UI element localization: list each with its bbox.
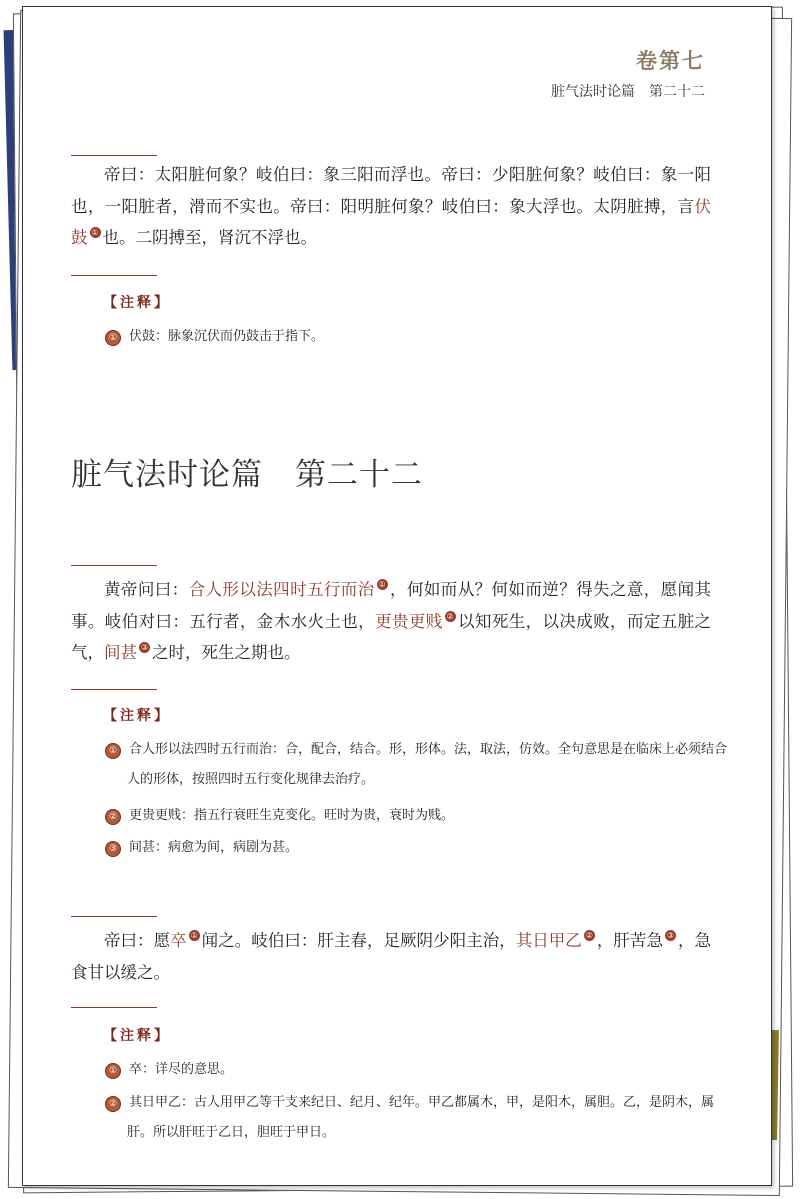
footnote-marker: ③ bbox=[140, 643, 149, 652]
term-highlight: 其日甲乙 bbox=[515, 931, 582, 950]
section-title: 脏气法时论篇 第二十二 bbox=[71, 457, 423, 493]
note-item: ① 合人形以法四时五行而治：合，配合，结合。形，形体。法，取法，仿效。全句意思是在临床上必须结合人的形体，按照四时五行变化规律去治疗。 bbox=[105, 735, 735, 795]
divider-rule bbox=[71, 155, 157, 156]
note-number: ① bbox=[105, 330, 121, 346]
note-number: ① bbox=[105, 1063, 121, 1079]
term-highlight: 卒 bbox=[170, 931, 187, 950]
divider-rule bbox=[71, 565, 157, 566]
chapter-title: 卷第七 bbox=[636, 48, 705, 73]
footnote-marker: ① bbox=[91, 228, 99, 237]
note-item: ② 更贵更贱：指五行衰旺生克变化。旺时为贵，衰时为贱。 bbox=[105, 801, 735, 831]
term-highlight: 间甚 bbox=[104, 643, 137, 662]
notes-heading: 【注释】 bbox=[103, 295, 171, 311]
footnote-marker: ① bbox=[190, 931, 198, 940]
notes-heading: 【注释】 bbox=[103, 1028, 171, 1044]
text-paragraph: 帝曰：太阳脏何象？岐伯曰：象三阳而浮也。帝曰：少阳脏何象？岐伯曰：象一阳也，一阳脏者，滑而不实也。帝曰：阳明脏何象？岐伯曰：象大浮也。太阴脏搏，言伏鼓 ① 也。二阴搏至，肾沉不浮也。 bbox=[71, 165, 711, 247]
term-highlight: 合人形以法四时五行而治 bbox=[188, 580, 375, 599]
note-item: ③ 间甚：病愈为间，病剧为甚。 bbox=[105, 833, 735, 863]
note-number: ② bbox=[105, 1096, 121, 1112]
divider-rule bbox=[71, 275, 157, 276]
divider-rule bbox=[71, 689, 157, 690]
note-item: ② 其日甲乙：古人用甲乙等干支来纪日、纪月、纪年。甲乙都属木，甲，是阳木，属胆。乙，是阴木，属肝。所以肝旺于乙日，胆旺于甲日。 bbox=[105, 1088, 735, 1148]
text-paragraph: 黄帝问曰：合人形以法四时五行而治 ① ，何如而从？何如而逆？得失之意，愿闻其事。岐伯对曰：五行者，金木水火土也，更贵更贱 ② 以知死生，以决成败，而定五脏之气，间甚 ③ 之时，死生之期也。 bbox=[71, 580, 712, 662]
notes-heading: 【注释】 bbox=[103, 708, 171, 724]
footnote-marker: ② bbox=[446, 611, 454, 621]
note-number: ② bbox=[105, 809, 121, 825]
term-highlight: 更贵更贱 bbox=[375, 611, 443, 631]
divider-rule bbox=[71, 1007, 157, 1008]
footnote-marker: ② bbox=[585, 931, 593, 940]
footnote-marker: ① bbox=[378, 580, 386, 589]
running-header bbox=[551, 45, 705, 101]
footnote-marker: ③ bbox=[666, 931, 675, 940]
note-item: ① 卒：详尽的意思。 bbox=[105, 1055, 735, 1085]
note-number: ① bbox=[105, 743, 121, 759]
text-paragraph: 帝曰：愿卒 ① 闻之。岐伯曰：肝主春，足厥阴少阳主治，其日甲乙 ② ，肝苦急 ③ ，急食甘以缓之。 bbox=[71, 931, 712, 982]
note-item: ① 伏鼓：脉象沉伏而仍鼓击于指下。 bbox=[105, 322, 735, 352]
term-highlight: 伏鼓 bbox=[71, 196, 711, 247]
book-page bbox=[22, 6, 772, 1186]
chapter-subtitle: 脏气法时论篇 第二十二 bbox=[551, 84, 705, 100]
divider-rule bbox=[71, 916, 157, 917]
note-number: ③ bbox=[105, 841, 121, 857]
